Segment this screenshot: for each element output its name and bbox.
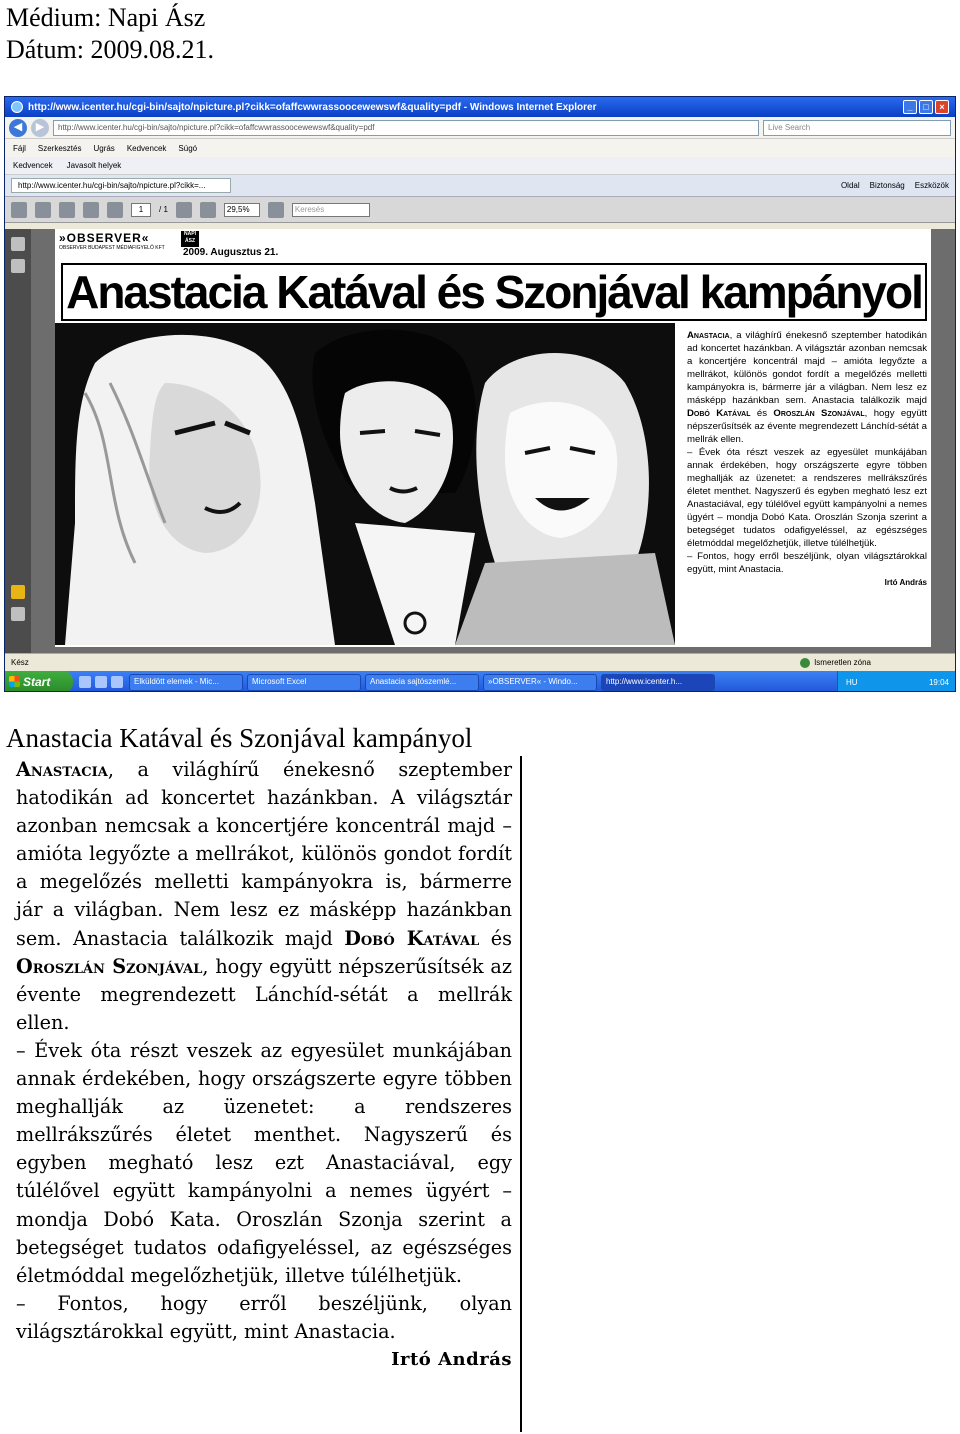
status-text: Kész — [11, 658, 29, 667]
share-icon[interactable] — [59, 202, 75, 218]
close-icon[interactable]: × — [935, 100, 949, 114]
tab-bar — [5, 175, 955, 197]
tools-menu[interactable]: Eszközök — [914, 181, 949, 190]
paragraph-1a: , a világhírű énekesnő szeptember hatodikán ad koncertet hazánkban. A világsztár azonban nemcsak a koncertjére koncentrál majd – amióta legyőzte a mellrákot, különös gondot fordít a megelőzés melletti kampányokra is, bármerre jár a világban. Nem lesz ez másképp hazánkban sem. Anastacia találkozik majd — [16, 758, 512, 950]
menu-edit[interactable]: Szerkesztés — [37, 143, 82, 153]
pages-icon[interactable] — [11, 237, 25, 251]
forward-icon[interactable]: ▶ — [31, 119, 49, 137]
paperclip-icon[interactable] — [11, 607, 25, 621]
observer-logo: »OBSERVER« — [59, 231, 150, 245]
taskbar-item-word[interactable]: Anastacia sajtószemlé... — [365, 674, 479, 691]
globe-icon — [800, 658, 810, 668]
clip-p1c: , hogy együtt népszerűsítsék az évente megrendezett Lánchíd-sétát a mellrák ellen. — [687, 408, 927, 445]
address-bar — [5, 117, 955, 139]
date-label: Dátum: 2009.08.21. — [6, 35, 214, 64]
start-button[interactable]: Start — [5, 671, 73, 692]
medium-label: Médium: Napi Ász — [6, 3, 206, 32]
article-author: Irtó András — [391, 1348, 512, 1370]
paragraph-1c: , hogy együtt népszerűsítsék az évente megrendezett Lánchíd-sétát a mellrák ellen. — [16, 954, 512, 1034]
find-input[interactable]: Keresés — [292, 203, 370, 217]
taskbar-item-observer[interactable]: »OBSERVER« - Windo... — [483, 674, 597, 691]
clipping-article-text — [687, 329, 927, 589]
search-input[interactable]: Live Search — [763, 120, 951, 136]
favorites-bar — [5, 157, 955, 175]
clip-p3: – Fontos, hogy erről beszéljünk, olyan világsztárokkal együtt, mint Anastacia. — [687, 551, 927, 575]
back-icon[interactable]: ◀ — [9, 119, 27, 137]
clip-p1b: és — [750, 408, 774, 419]
security-zone: Ismeretlen zóna — [814, 658, 871, 667]
status-bar — [5, 653, 956, 671]
language-indicator[interactable]: HU — [846, 677, 858, 687]
zoom-out-icon[interactable] — [176, 202, 192, 218]
quicklaunch-icon[interactable] — [95, 676, 107, 688]
clip-name2: Oroszlán Szonjával — [773, 408, 865, 419]
paragraph-3: – Fontos, hogy erről beszéljünk, olyan világsztárokkal együtt, mint Anastacia. — [16, 1291, 512, 1343]
window-title: http://www.icenter.hu/cgi-bin/sajto/npicture.pl?cikk=ofaffcwwrassoocewewswf&quality=pdf - Windows Internet Explorer — [28, 101, 597, 113]
document-meta — [6, 2, 214, 66]
zoom-in-icon[interactable] — [200, 202, 216, 218]
paragraph-1b: és — [479, 926, 512, 950]
prev-page-icon[interactable] — [83, 202, 99, 218]
clipping-date: 2009. Augusztus 21. — [183, 247, 279, 258]
favorites-button[interactable]: Kedvencek — [13, 161, 53, 170]
pdf-page — [55, 229, 931, 647]
browser-window — [4, 96, 956, 692]
taskbar-item-excel[interactable]: Microsoft Excel — [247, 674, 361, 691]
observer-subtitle: OBSERVER BUDAPEST MÉDIAFIGYELŐ KFT — [59, 245, 165, 251]
next-page-icon[interactable] — [107, 202, 123, 218]
suggested-sites-button[interactable]: Javasolt helyek — [66, 161, 122, 170]
quicklaunch-icon[interactable] — [111, 676, 123, 688]
page-menu[interactable]: Oldal — [840, 181, 860, 190]
attachments-icon[interactable] — [11, 259, 25, 273]
clip-p2: – Évek óta részt veszek az egyesület munkájában annak érdekében, hogy országszerte egyre többen meghallják az üzenetet: a rendszeres mellrákszűrés életet menthet. Nagyszerű és egyben megható lesz ezt Anastaciával, egy túlélővel együtt kampányolni a nemes ügyért – mondja Dobó Kata. Oroszlán Szonja szerint a betegséget tudatos odafigyeléssel, az egészséges életmóddal megelőzhetjük, illetve túlélhetjük. — [687, 447, 927, 549]
browser-titlebar — [5, 97, 955, 117]
taskbar-item-ie[interactable]: http://www.icenter.h... — [601, 674, 715, 691]
clip-lead-name: Anastacia — [687, 330, 730, 341]
taskbar-item-outlook[interactable]: Elküldött elemek - Mic... — [129, 674, 243, 691]
safety-menu[interactable]: Biztonság — [869, 181, 905, 190]
tab-current[interactable]: http://www.icenter.hu/cgi-bin/sajto/npicture.pl?cikk=... — [11, 178, 231, 193]
clip-author: Irtó András — [884, 578, 927, 587]
pdf-toolbar — [5, 197, 955, 223]
menu-help[interactable]: Súgó — [178, 143, 198, 153]
three-women-photo — [55, 323, 675, 645]
save-icon[interactable] — [35, 202, 51, 218]
system-tray — [837, 671, 956, 692]
pdf-sidebar — [5, 229, 31, 653]
maximize-icon[interactable]: □ — [919, 100, 933, 114]
pdf-viewer — [5, 229, 956, 653]
menu-bar — [5, 139, 955, 157]
article-title: Anastacia Katával és Szonjával kampányol — [6, 723, 473, 753]
quicklaunch-icon[interactable] — [79, 676, 91, 688]
menu-file[interactable]: Fájl — [13, 143, 26, 153]
zoom-select[interactable]: 29,5% — [224, 203, 260, 217]
taskbar — [5, 671, 956, 692]
menu-go[interactable]: Ugrás — [93, 143, 115, 153]
clipping-headline: Anastacia Katával és Szonjával kampányol — [61, 263, 927, 321]
page-number-input[interactable]: 1 — [131, 203, 151, 217]
comments-icon[interactable] — [11, 585, 25, 599]
paragraph-2: – Évek óta részt veszek az egyesület munkájában annak érdekében, hogy országszerte egyre többen meghallják az üzenetet: a rendszeres mellrákszűrés életet menthet. Nagyszerű és egyben megható lesz ezt Anastaciával, egy túlélővel együtt kampányolni a nemes ügyért – mondja Dobó Kata. Oroszlán Szonja szerint a betegséget tudatos odafigyeléssel, az egészséges életmóddal megelőzhetjük, illetve túlélhetjük. — [16, 1038, 512, 1287]
address-input[interactable]: http://www.icenter.hu/cgi-bin/sajto/npicture.pl?cikk=ofaffcwwrassoocewewswf&quality=pdf — [53, 120, 759, 136]
lead-name: Anastacia — [16, 758, 108, 781]
name-dobo-kata: Dobó Katával — [344, 926, 480, 950]
clip-p1a: , a világhírű énekesnő szeptember hatodikán ad koncertet hazánkban. A világsztár azonban nemcsak a koncertjére koncentrál majd – amióta legyőzte a mellrákot, különös gondot fordít a megelőzés melletti kampányokra is, bármerre jár a világban. Nem lesz ez másképp hazánkban sem. Anastacia találkozik majd — [687, 330, 927, 406]
minimize-icon[interactable]: _ — [903, 100, 917, 114]
page-total: / 1 — [159, 205, 168, 214]
clock: 19:04 — [928, 677, 949, 687]
article-body — [12, 756, 522, 1432]
menu-favorites[interactable]: Kedvencek — [126, 143, 167, 153]
fit-page-icon[interactable] — [268, 202, 284, 218]
napi-asz-logo: NAPI ÁSZ — [181, 231, 199, 247]
newspaper-photo — [55, 323, 675, 645]
ie-logo-icon — [11, 101, 23, 113]
print-icon[interactable] — [11, 202, 27, 218]
name-oroszlan-szonja: Oroszlán Szonjával — [16, 954, 203, 978]
clip-name1: Dobó Katával — [687, 408, 751, 419]
